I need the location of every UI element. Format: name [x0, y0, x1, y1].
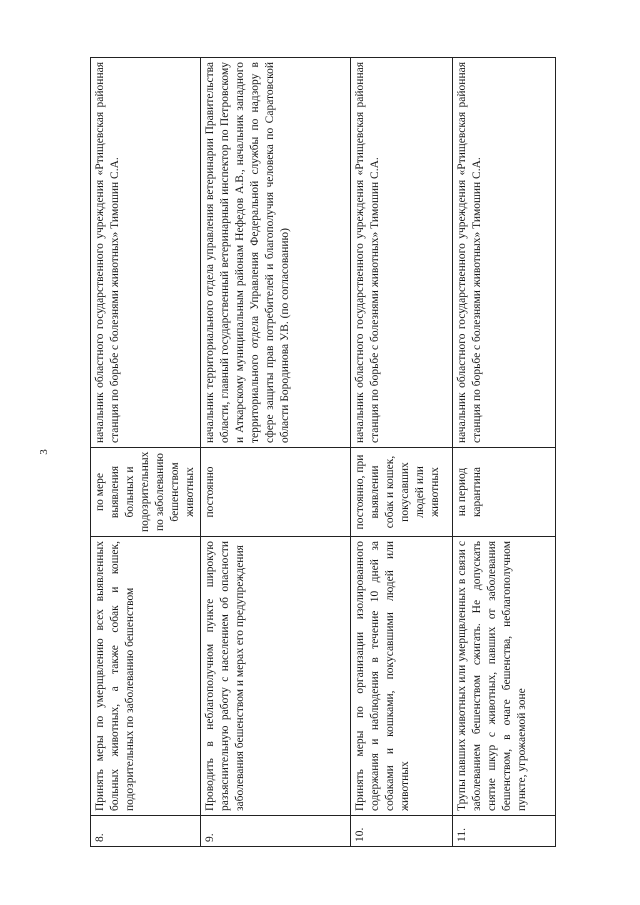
- responsible-cell: начальник территориального отдела управления ветеринарии Правительства области, главный государственный ветеринарный инспектор по Петровскому и Аткарскому муниципальным районам Нефедов А.В., начальник западного территориального отдела Управления Федеральной службы по надзору в сфере защиты прав потребителей и благополучия человека по Саратовской области Бородинова У.В. (по согласованию): [201, 58, 351, 448]
- row-number: 9.: [201, 816, 351, 847]
- table-row: [91, 58, 201, 847]
- term-cell: постоянно, при выявлении собак и кошек, покусавших людей или животных: [351, 448, 453, 537]
- table-row: [201, 58, 351, 847]
- page-number: 3: [38, 449, 50, 455]
- term-cell: по мере выявления больных и подозрительных по заболеванию бешенством животных: [91, 448, 201, 537]
- measures-table: [90, 57, 556, 847]
- row-number: 10.: [351, 816, 453, 847]
- measure-cell: Принять меры по организации изолированного содержания и наблюдения в течение 10 дней за собаками и кошками, покусавшими людей или животных: [351, 537, 453, 816]
- row-number: 11.: [453, 816, 556, 847]
- responsible-cell: начальник областного государственного учреждения «Ртищевская районная станция по борьбе с болезнями животных» Тимошин С.А.: [351, 58, 453, 448]
- term-cell: на период карантина: [453, 448, 556, 537]
- table-row: [453, 58, 556, 847]
- term-cell: постоянно: [201, 448, 351, 537]
- measure-cell: Принять меры по умерщвлению всех выявленных больных животных, а также собак и кошек, подозрительных по заболеванию бешенством: [91, 537, 201, 816]
- measure-cell: Проводить в неблагополучном пункте широкую разъяснительную работу с населением об опасности заболевания бешенством и мерах его предупреждения: [201, 537, 351, 816]
- table-row: [351, 58, 453, 847]
- responsible-cell: начальник областного государственного учреждения «Ртищевская районная станция по борьбе с болезнями животных» Тимошин С.А.: [453, 58, 556, 448]
- rotated-page-content: [90, 57, 550, 847]
- responsible-cell: начальник областного государственного учреждения «Ртищевская районная станция по борьбе с болезнями животных» Тимошин С.А.: [91, 58, 201, 448]
- row-number: 8.: [91, 816, 201, 847]
- measure-cell: Трупы павших животных или умерщвленных в связи с заболеванием бешенством сжигать. Не допускать снятие шкур с животных, павших от заболевания бешенством, в очаге бешенства, неблагополучном пункте, угрожаемой зоне: [453, 537, 556, 816]
